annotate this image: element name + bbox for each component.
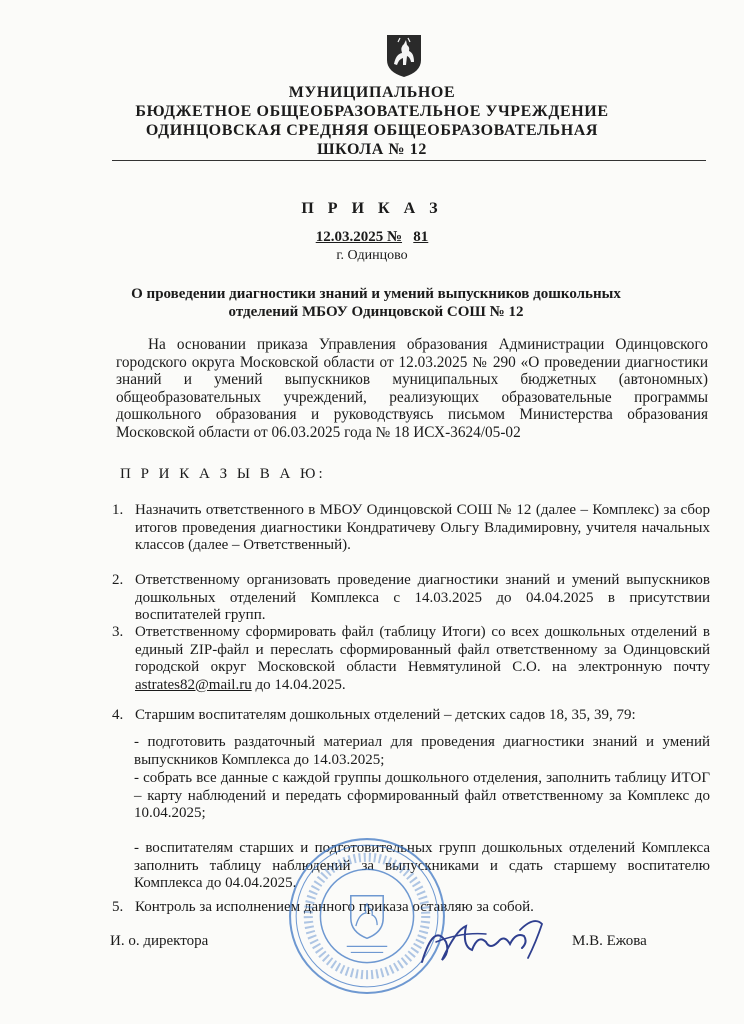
item-number: 5. (112, 899, 124, 915)
signatory-position: И. о. директора (110, 933, 209, 949)
item-text (135, 624, 710, 694)
subject-line2: отделений МБОУ Одинцовской СОШ № 12 (228, 304, 524, 320)
item-number: 1. (112, 502, 124, 518)
subject-line1: О проведении диагностики знаний и умений выпускников дошкольных (131, 286, 621, 302)
header-divider (112, 160, 706, 161)
email-link[interactable]: astrates82@mail.ru (135, 676, 252, 693)
order-item-1 (112, 502, 710, 555)
item-text-part: Ответственному сформировать файл (таблицу Итоги) со всех дошкольных отделений в единый ZIP-файл и переслать сформированный файл ответственному за Одинцовский городской округ Московской области Невмятулиной С.О. на электронную почту (135, 624, 710, 675)
prikazyvayu-heading: П Р И К А З Ы В А Ю: (120, 466, 326, 482)
order-subject (120, 285, 632, 321)
order-date: 12.03.2025 № (315, 229, 403, 245)
director-signature-icon (416, 912, 551, 970)
org-name-line3: ОДИНЦОВСКАЯ СРЕДНЯЯ ОБЩЕОБРАЗОВАТЕЛЬНАЯ (145, 122, 599, 139)
item-number: 4. (112, 707, 124, 723)
item-text: Назначить ответственного в МБОУ Одинцовской СОШ № 12 (далее – Комплекс) за сбор итогов проведения диагностики Кондратичеву Ольгу Владимировну, учителя начальных классов (далее – Ответственный). (135, 502, 710, 553)
order-number: 81 (413, 229, 429, 245)
subitem-1: - подготовить раздаточный материал для проведения диагностики знаний и умений выпускников Комплекса до 14.03.2025; (134, 734, 710, 768)
subitem-3: - воспитателям старших и подготовительных групп дошкольных отделений Комплекса заполнить таблицу наблюдений за выпускниками и сдать старшему воспитателю Комплекса до 04.04.2025. (134, 840, 710, 891)
order-item-2 (112, 572, 710, 625)
org-name-line2: БЮДЖЕТНОЕ ОБЩЕОБРАЗОВАТЕЛЬНОЕ УЧРЕЖДЕНИЕ (135, 103, 609, 120)
item-text: Старшим воспитателям дошкольных отделений – детских садов 18, 35, 39, 79: (135, 707, 636, 723)
order-item-3 (112, 624, 710, 694)
signatory-name: М.В. Ежова (572, 933, 647, 949)
subitem-2: - собрать все данные с каждой группы дошкольного отделения, заполнить таблицу ИТОГ – карту наблюдений и передать сформированный файл ответственному за Комплекс до 10.04.2025; (134, 770, 710, 821)
item-text: Контроль за исполнением данного приказа оставляю за собой. (135, 899, 534, 915)
item-number: 3. (112, 624, 124, 640)
order-date-number (0, 229, 744, 246)
item-text: Ответственному организовать проведение диагностики знаний и умений выпускников дошкольных отделений Комплекса с 14.03.2025 до 04.04.2025 в присутствии воспитателей групп. (135, 572, 710, 623)
org-name-line1: МУНИЦИПАЛЬНОЕ (288, 84, 456, 101)
org-name-line4: ШКОЛА № 12 (317, 141, 427, 158)
intro-paragraph: На основании приказа Управления образования Администрации Одинцовского городского округа Московской области от 12.03.2025 № 290 «О проведении диагностики знаний и умений выпускников муниципальных бюджетных (автономных) общеобразовательных учреждений, реализующих образовательные программы дошкольного образования и руководствуясь письмом Министерства образования Московской области от 06.03.2025 года № 18 ИСХ-3624/05-02 (116, 336, 708, 441)
order-item-4 (112, 707, 710, 725)
order-title: П Р И К А З (301, 200, 443, 217)
order-city: г. Одинцово (336, 248, 408, 263)
item-text-part: до 14.04.2025. (251, 676, 346, 693)
coat-of-arms-icon (386, 34, 422, 78)
item-number: 2. (112, 572, 124, 588)
